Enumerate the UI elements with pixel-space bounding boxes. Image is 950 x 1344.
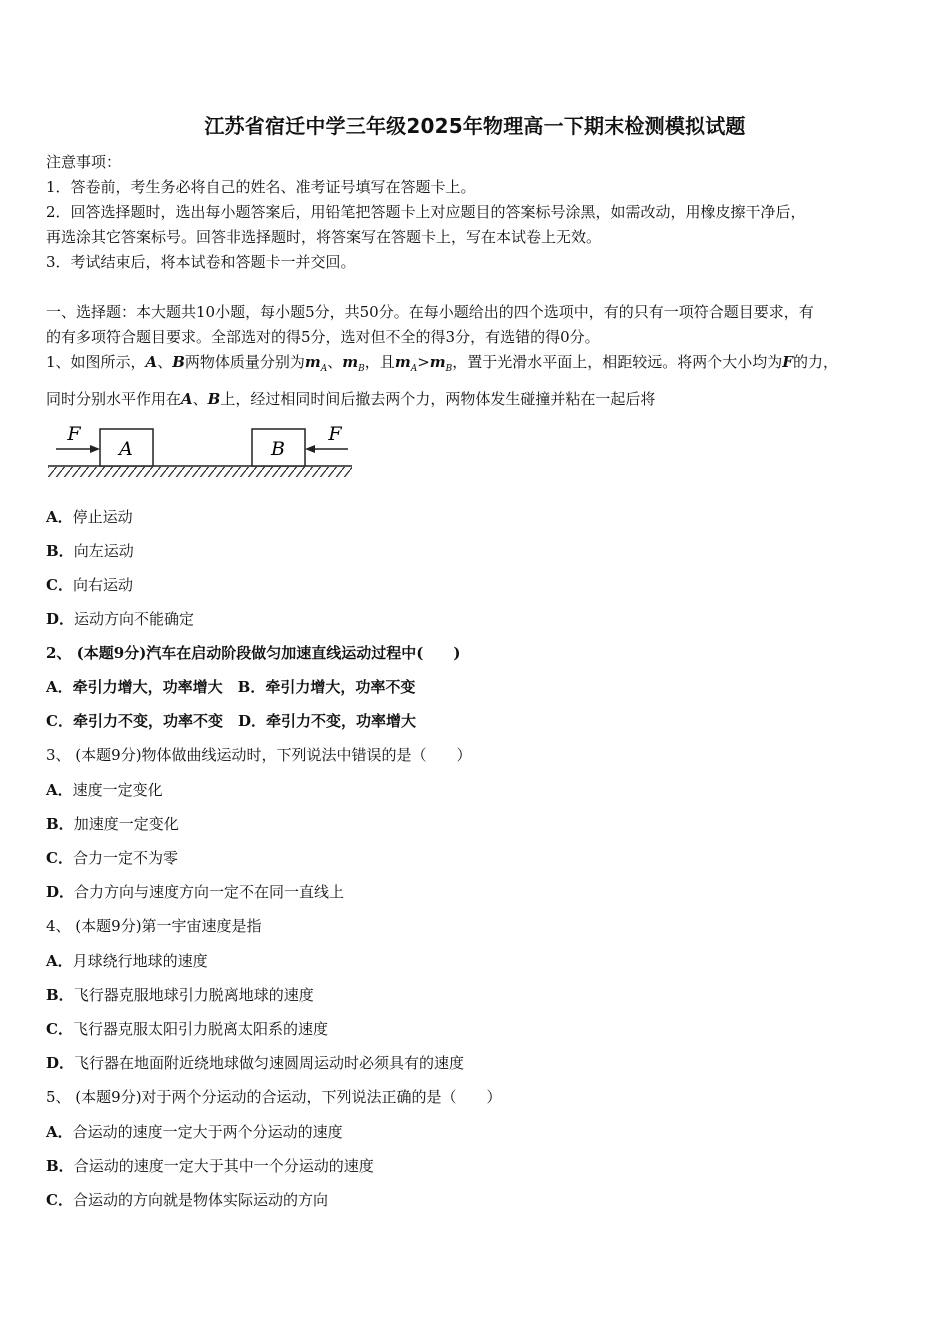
notice-item-1: 1．答卷前，考生务必将自己的姓名、准考证号填写在答题卡上。 bbox=[46, 178, 476, 196]
q1-option-b: B．向左运动 bbox=[46, 542, 134, 560]
block-b-label: B bbox=[271, 438, 285, 460]
q3-option-c: C．合力一定不为零 bbox=[46, 849, 178, 867]
q1-option-a: A．停止运动 bbox=[46, 508, 133, 526]
q3-stem: 3、 (本题9分)物体做曲线运动时，下列说法中错误的是（ ） bbox=[46, 746, 472, 764]
force-label-left: F bbox=[67, 423, 81, 445]
ground-hatching bbox=[48, 467, 352, 477]
q1-stem-line-2: 同时分别水平作用在A、B上，经过相同时间后撤去两个力，两物体发生碰撞并粘在一起后将 bbox=[46, 390, 656, 408]
block-a-label: A bbox=[119, 438, 133, 460]
q1-stem-line-1: 1、如图所示，A、B两物体质量分别为$m_A$、$m_B$，且$m_A>m_B$，置于光滑水平面上，相距较远。将两个大小均为F的力， bbox=[46, 353, 838, 374]
q1-figure bbox=[46, 420, 356, 482]
force-label-right: F bbox=[328, 423, 342, 445]
q4-option-c: C．飞行器克服太阳引力脱离太阳系的速度 bbox=[46, 1020, 328, 1038]
q4-option-d: D．飞行器在地面附近绕地球做匀速圆周运动时必须具有的速度 bbox=[46, 1054, 465, 1072]
page-title: 江苏省宿迁中学三年级2025年物理高一下期末检测模拟试题 bbox=[204, 114, 746, 138]
q2-stem: 2、 (本题9分)汽车在启动阶段做匀加速直线运动过程中( ) bbox=[46, 644, 461, 662]
q2-options-row-2: C．牵引力不变，功率不变 D．牵引力不变，功率增大 bbox=[46, 712, 416, 730]
q4-option-b: B．飞行器克服地球引力脱离地球的速度 bbox=[46, 986, 314, 1004]
notice-item-2-cont: 再选涂其它答案标号。回答非选择题时，将答案写在答题卡上，写在本试卷上无效。 bbox=[46, 228, 602, 246]
q5-option-c: C．合运动的方向就是物体实际运动的方向 bbox=[46, 1191, 328, 1209]
section-heading-line-2: 的有多项符合题目要求。全部选对的得5分，选对但不全的得3分，有选错的得0分。 bbox=[46, 328, 600, 346]
q5-option-a: A．合运动的速度一定大于两个分运动的速度 bbox=[46, 1123, 343, 1141]
q4-option-a: A．月球绕行地球的速度 bbox=[46, 952, 208, 970]
q5-stem: 5、 (本题9分)对于两个分运动的合运动，下列说法正确的是（ ） bbox=[46, 1088, 502, 1106]
q2-options-row-1: A．牵引力增大，功率增大 B．牵引力增大，功率不变 bbox=[46, 678, 416, 696]
q5-option-b: B．合运动的速度一定大于其中一个分运动的速度 bbox=[46, 1157, 374, 1175]
q3-option-d: D．合力方向与速度方向一定不在同一直线上 bbox=[46, 883, 345, 901]
q1-option-c: C．向右运动 bbox=[46, 576, 133, 594]
notice-heading: 注意事项： bbox=[46, 153, 122, 171]
notice-item-3: 3．考试结束后，将本试卷和答题卡一并交回。 bbox=[46, 253, 356, 271]
q1-option-d: D．运动方向不能确定 bbox=[46, 610, 195, 628]
q3-option-b: B．加速度一定变化 bbox=[46, 815, 179, 833]
section-heading-line-1: 一、选择题：本大题共10小题，每小题5分，共50分。在每小题给出的四个选项中，有的只有一项符合题目要求，有 bbox=[46, 303, 814, 321]
notice-item-2: 2．回答选择题时，选出每小题答案后，用铅笔把答题卡上对应题目的答案标号涂黑，如需改动，用橡皮擦干净后， bbox=[46, 203, 806, 221]
force-arrow-right-head bbox=[305, 445, 315, 453]
q3-option-a: A．速度一定变化 bbox=[46, 781, 163, 799]
q4-stem: 4、 (本题9分)第一宇宙速度是指 bbox=[46, 917, 262, 935]
force-arrow-left-head bbox=[90, 445, 100, 453]
